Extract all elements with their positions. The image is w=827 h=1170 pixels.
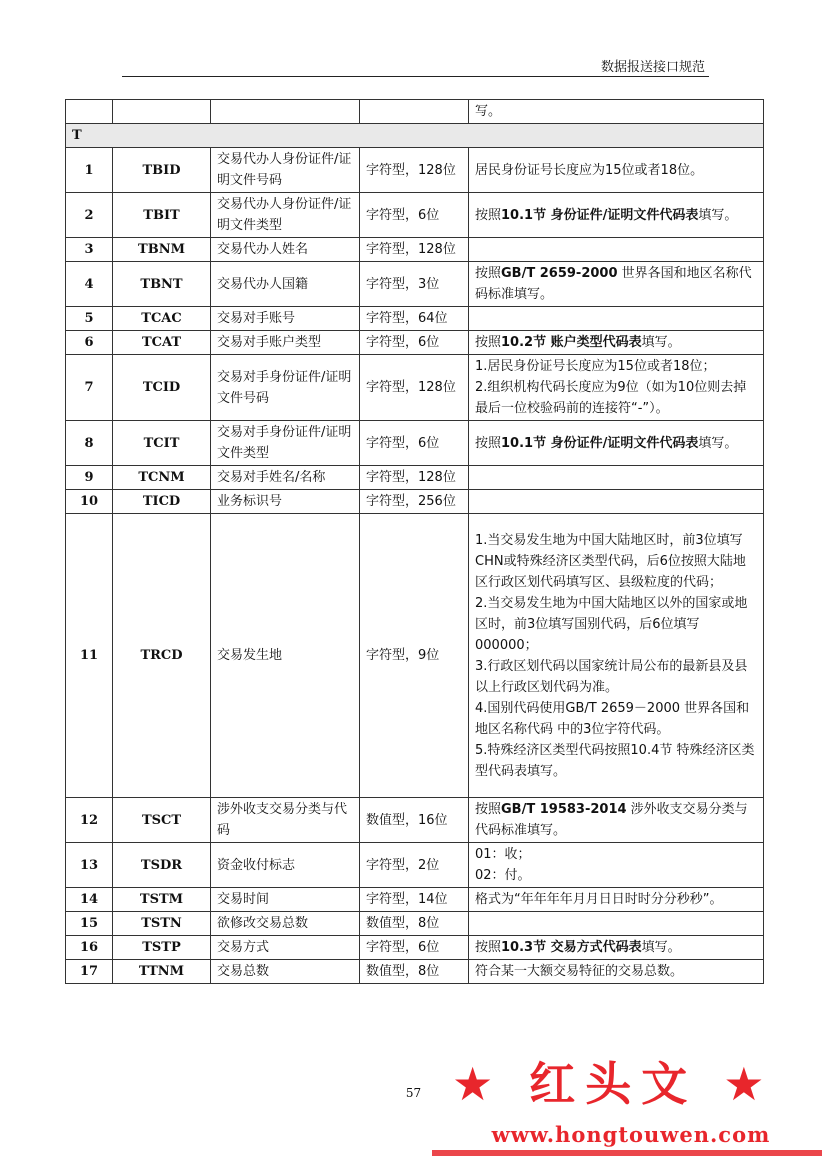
table-row	[66, 888, 764, 912]
row-number: 3	[66, 238, 113, 262]
desc-text: 填写。	[698, 207, 738, 223]
desc-reference: GB/T 2659-2000	[501, 266, 618, 281]
field-code: TCNM	[113, 466, 211, 490]
desc-text: 填写。	[698, 435, 738, 451]
field-name: 交易对手身份证件/证明文件号码	[211, 355, 360, 421]
row-number: 2	[66, 193, 113, 238]
field-type: 字符型，128位	[360, 238, 469, 262]
table-row	[66, 490, 764, 514]
field-code: TSTP	[113, 936, 211, 960]
desc-text: 按照	[475, 207, 502, 223]
desc-text: 涉外收支交易分类与代码标准填写。	[475, 802, 748, 838]
field-type: 字符型，128位	[360, 355, 469, 421]
field-code: TCAC	[113, 307, 211, 331]
desc-reference: GB/T 19583-2014	[501, 802, 627, 817]
row-number: 9	[66, 466, 113, 490]
field-name: 交易对手姓名/名称	[211, 466, 360, 490]
field-code: TBID	[113, 148, 211, 193]
field-desc	[469, 355, 764, 421]
watermark-bar	[432, 1150, 822, 1156]
section-label: T	[66, 124, 764, 148]
field-type: 字符型，6位	[360, 421, 469, 466]
table-row	[66, 936, 764, 960]
desc-text: 世界各国和地区名称代码标准填写。	[475, 266, 752, 302]
field-type: 字符型，2位	[360, 843, 469, 888]
desc-line: 02：付。	[475, 868, 531, 883]
field-name: 涉外收支交易分类与代码	[211, 798, 360, 843]
desc-text: 填写。	[641, 940, 681, 955]
field-type: 字符型，6位	[360, 193, 469, 238]
row-number: 11	[66, 514, 113, 798]
field-code: TSTN	[113, 912, 211, 936]
field-desc	[469, 307, 764, 331]
field-desc: 居民身份证号长度应为15位或者18位。	[469, 148, 764, 193]
desc-text: 填写。	[641, 335, 681, 350]
table-row	[66, 960, 764, 984]
table-row	[66, 355, 764, 421]
table-row	[66, 912, 764, 936]
desc-line: 2.当交易发生地为中国大陆地区以外的国家或地区时，前3位填写国别代码，后6位填写000000；	[475, 595, 748, 653]
desc-reference: 10.2节 账户类型代码表	[501, 335, 642, 350]
field-type: 数值型，16位	[360, 798, 469, 843]
field-code: TSTM	[113, 888, 211, 912]
row-number: 16	[66, 936, 113, 960]
field-name: 业务标识号	[211, 490, 360, 514]
desc-line: 4.国别代码使用GB/T 2659－2000 世界各国和地区名称代码 中的3位字符代码。	[475, 700, 750, 737]
table-row	[66, 331, 764, 355]
field-desc	[469, 843, 764, 888]
field-type: 字符型，256位	[360, 490, 469, 514]
watermark-url: www.hongtouwen.com	[491, 1122, 771, 1147]
row-number: 17	[66, 960, 113, 984]
table-row	[66, 421, 764, 466]
desc-text: 按照	[475, 435, 502, 451]
field-type: 字符型，3位	[360, 262, 469, 307]
desc-line: 2.组织机构代码长度应为9位（如为10位则去掉最后一位校验码前的连接符“-”）。	[475, 380, 747, 416]
field-code: TBIT	[113, 193, 211, 238]
row-number: 5	[66, 307, 113, 331]
desc-text: 按照	[475, 802, 502, 817]
header-title: 数据报送接口规范	[600, 60, 705, 75]
field-type: 字符型，14位	[360, 888, 469, 912]
desc-text: 按照	[475, 335, 502, 350]
table-row	[66, 238, 764, 262]
field-code: TRCD	[113, 514, 211, 798]
desc-line: 5.特殊经济区类型代码按照10.4节 特殊经济区类型代码表填写。	[475, 742, 755, 779]
field-desc: 符合某一大额交易特征的交易总数。	[469, 960, 764, 984]
field-spec-table	[65, 99, 764, 984]
field-desc	[469, 421, 764, 466]
field-code: TBNM	[113, 238, 211, 262]
field-type: 数值型，8位	[360, 960, 469, 984]
desc-line: 1.当交易发生地为中国大陆地区时，前3位填写CHN或特殊经济区类型代码，后6位按照大陆地区行政区划代码填写区、县级粒度的代码；	[475, 532, 746, 590]
row-number: 1	[66, 148, 113, 193]
field-name: 交易对手账号	[211, 307, 360, 331]
watermark-brand: ★ 红头文 ★	[452, 1057, 775, 1111]
field-code: TCIT	[113, 421, 211, 466]
table-row	[66, 100, 764, 124]
table-row	[66, 148, 764, 193]
page-number: 57	[405, 1086, 422, 1100]
table-row	[66, 798, 764, 843]
desc-text: 按照	[475, 940, 502, 955]
table-row	[66, 262, 764, 307]
row-number: 7	[66, 355, 113, 421]
row-number: 13	[66, 843, 113, 888]
row-number: 14	[66, 888, 113, 912]
desc-line: 3.行政区划代码以国家统计局公布的最新县及县以上行政区划代码为准。	[475, 658, 748, 695]
field-desc: 格式为“年年年年月月日日时时分分秒秒”。	[469, 888, 764, 912]
field-name: 交易发生地	[211, 514, 360, 798]
table-row	[66, 514, 764, 798]
field-type: 字符型，9位	[360, 514, 469, 798]
field-name: 交易方式	[211, 936, 360, 960]
section-row	[66, 124, 764, 148]
field-type: 数值型，8位	[360, 912, 469, 936]
row-number: 10	[66, 490, 113, 514]
field-desc	[469, 936, 764, 960]
table-row	[66, 193, 764, 238]
desc-line: 1.居民身份证号长度应为15位或者18位；	[475, 359, 716, 374]
field-desc	[469, 331, 764, 355]
desc-line: 01：收；	[475, 847, 531, 862]
field-code: TBNT	[113, 262, 211, 307]
field-type: 字符型，64位	[360, 307, 469, 331]
field-desc	[469, 193, 764, 238]
field-desc	[469, 490, 764, 514]
field-desc	[469, 262, 764, 307]
field-type: 字符型，128位	[360, 148, 469, 193]
header-rule	[122, 76, 709, 77]
row-number: 6	[66, 331, 113, 355]
field-desc	[469, 798, 764, 843]
table-row	[66, 307, 764, 331]
field-name: 交易代办人身份证件/证明文件类型	[211, 193, 360, 238]
field-name: 交易总数	[211, 960, 360, 984]
field-name: 交易代办人国籍	[211, 262, 360, 307]
field-name: 交易时间	[211, 888, 360, 912]
field-code: TSDR	[113, 843, 211, 888]
row-number: 4	[66, 262, 113, 307]
field-name: 交易代办人身份证件/证明文件号码	[211, 148, 360, 193]
desc-text: 按照	[475, 266, 502, 281]
row-number: 12	[66, 798, 113, 843]
desc-reference: 10.3节 交易方式代码表	[501, 940, 642, 955]
field-name: 交易对手账户类型	[211, 331, 360, 355]
field-desc	[469, 912, 764, 936]
field-type: 字符型，128位	[360, 466, 469, 490]
field-code: TSCT	[113, 798, 211, 843]
desc-reference: 10.1节 身份证件/证明文件代码表	[501, 435, 699, 451]
field-desc	[469, 514, 764, 798]
field-name: 欲修改交易总数	[211, 912, 360, 936]
field-code: TICD	[113, 490, 211, 514]
field-code: TCID	[113, 355, 211, 421]
field-name: 交易代办人姓名	[211, 238, 360, 262]
row-number: 15	[66, 912, 113, 936]
field-type: 字符型，6位	[360, 936, 469, 960]
row-number: 8	[66, 421, 113, 466]
table-row	[66, 843, 764, 888]
field-name: 交易对手身份证件/证明文件类型	[211, 421, 360, 466]
field-code: TCAT	[113, 331, 211, 355]
field-code: TTNM	[113, 960, 211, 984]
row-desc: 写。	[469, 100, 764, 124]
field-type: 字符型，6位	[360, 331, 469, 355]
field-desc	[469, 466, 764, 490]
field-desc	[469, 238, 764, 262]
field-name: 资金收付标志	[211, 843, 360, 888]
desc-reference: 10.1节 身份证件/证明文件代码表	[501, 207, 699, 223]
table-row	[66, 466, 764, 490]
